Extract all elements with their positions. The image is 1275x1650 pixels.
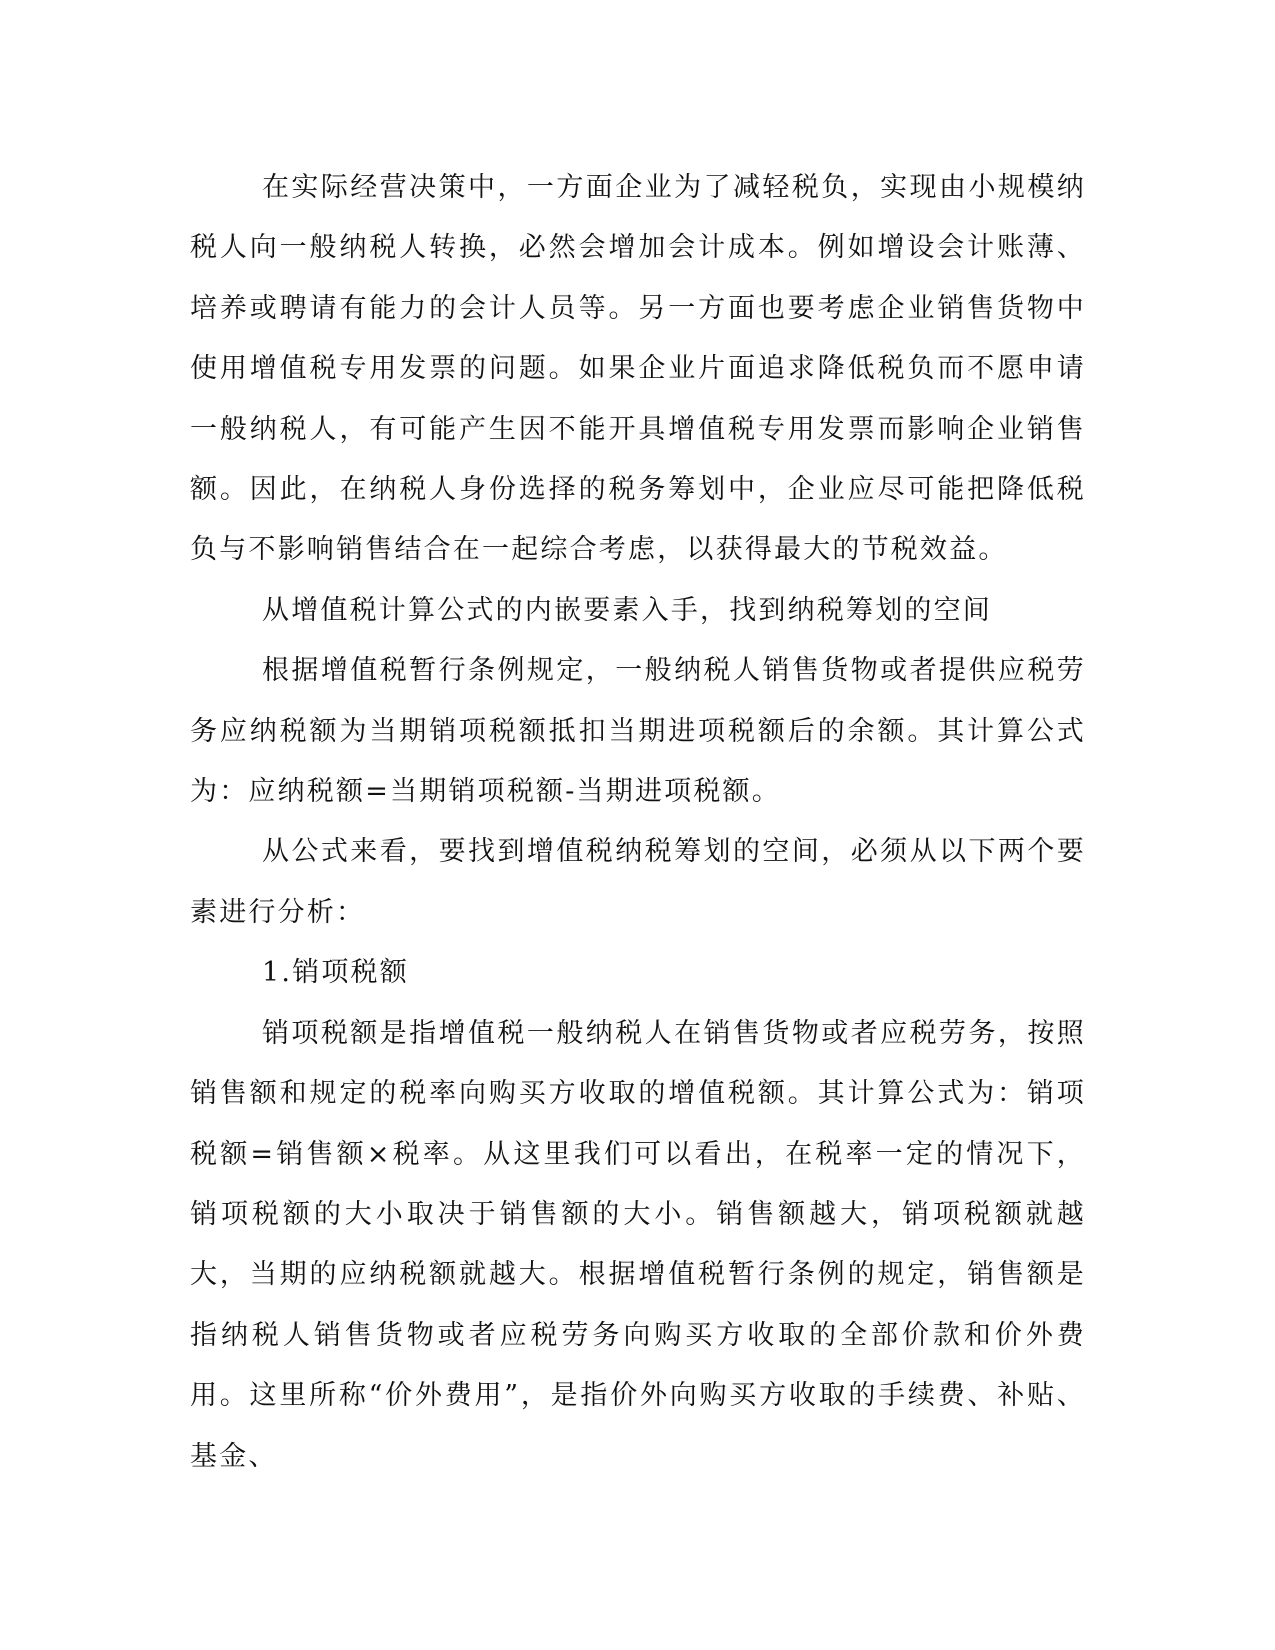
paragraph-taxpayer-status-decision: 在实际经营决策中，一方面企业为了减轻税负，实现由小规模纳税人向一般纳税人转换，必然会增加会计成本。例如增设会计账薄、培养或聘请有能力的会计人员等。另一方面也要考虑企业销售货物中使用增值税专用发票的问题。如果企业片面追求降低税负而不愿申请一般纳税人，有可能产生因不能开具增值税专用发票而影响企业销售额。因此，在纳税人身份选择的税务筹划中，企业应尽可能把降低税负与不影响销售结合在一起综合考虑，以获得最大的节税效益。 [190, 172, 1086, 566]
paragraph-vat-regulation: 根据增值税暂行条例规定，一般纳税人销售货物或者提供应税劳务应纳税额为当期销项税额抵扣当期进项税额后的余额。其计算公式为：应纳税额=当期销项税额-当期进项税额。 [190, 655, 1086, 808]
section-heading-output-tax: 1.销项税额 [262, 957, 409, 989]
section-heading-vat-formula: 从增值税计算公式的内嵌要素入手，找到纳税筹划的空间 [262, 594, 992, 626]
body-text [190, 158, 1086, 1487]
paragraph-formula-elements: 从公式来看，要找到增值税纳税筹划的空间，必须从以下两个要素进行分析： [190, 836, 1086, 928]
paragraph-output-tax-definition: 销项税额是指增值税一般纳税人在销售货物或者应税劳务，按照销售额和规定的税率向购买方收取的增值税额。其计算公式为：销项税额=销售额×税率。从这里我们可以看出，在税率一定的情况下，销项税额的大小取决于销售额的大小。销售额越大，销项税额就越大，当期的应纳税额就越大。根据增值税暂行条例的规定，销售额是指纳税人销售货物或者应税劳务向购买方收取的全部价款和价外费用。这里所称“价外费用”，是指价外向购买方收取的手续费、补贴、基金、 [190, 1017, 1086, 1472]
